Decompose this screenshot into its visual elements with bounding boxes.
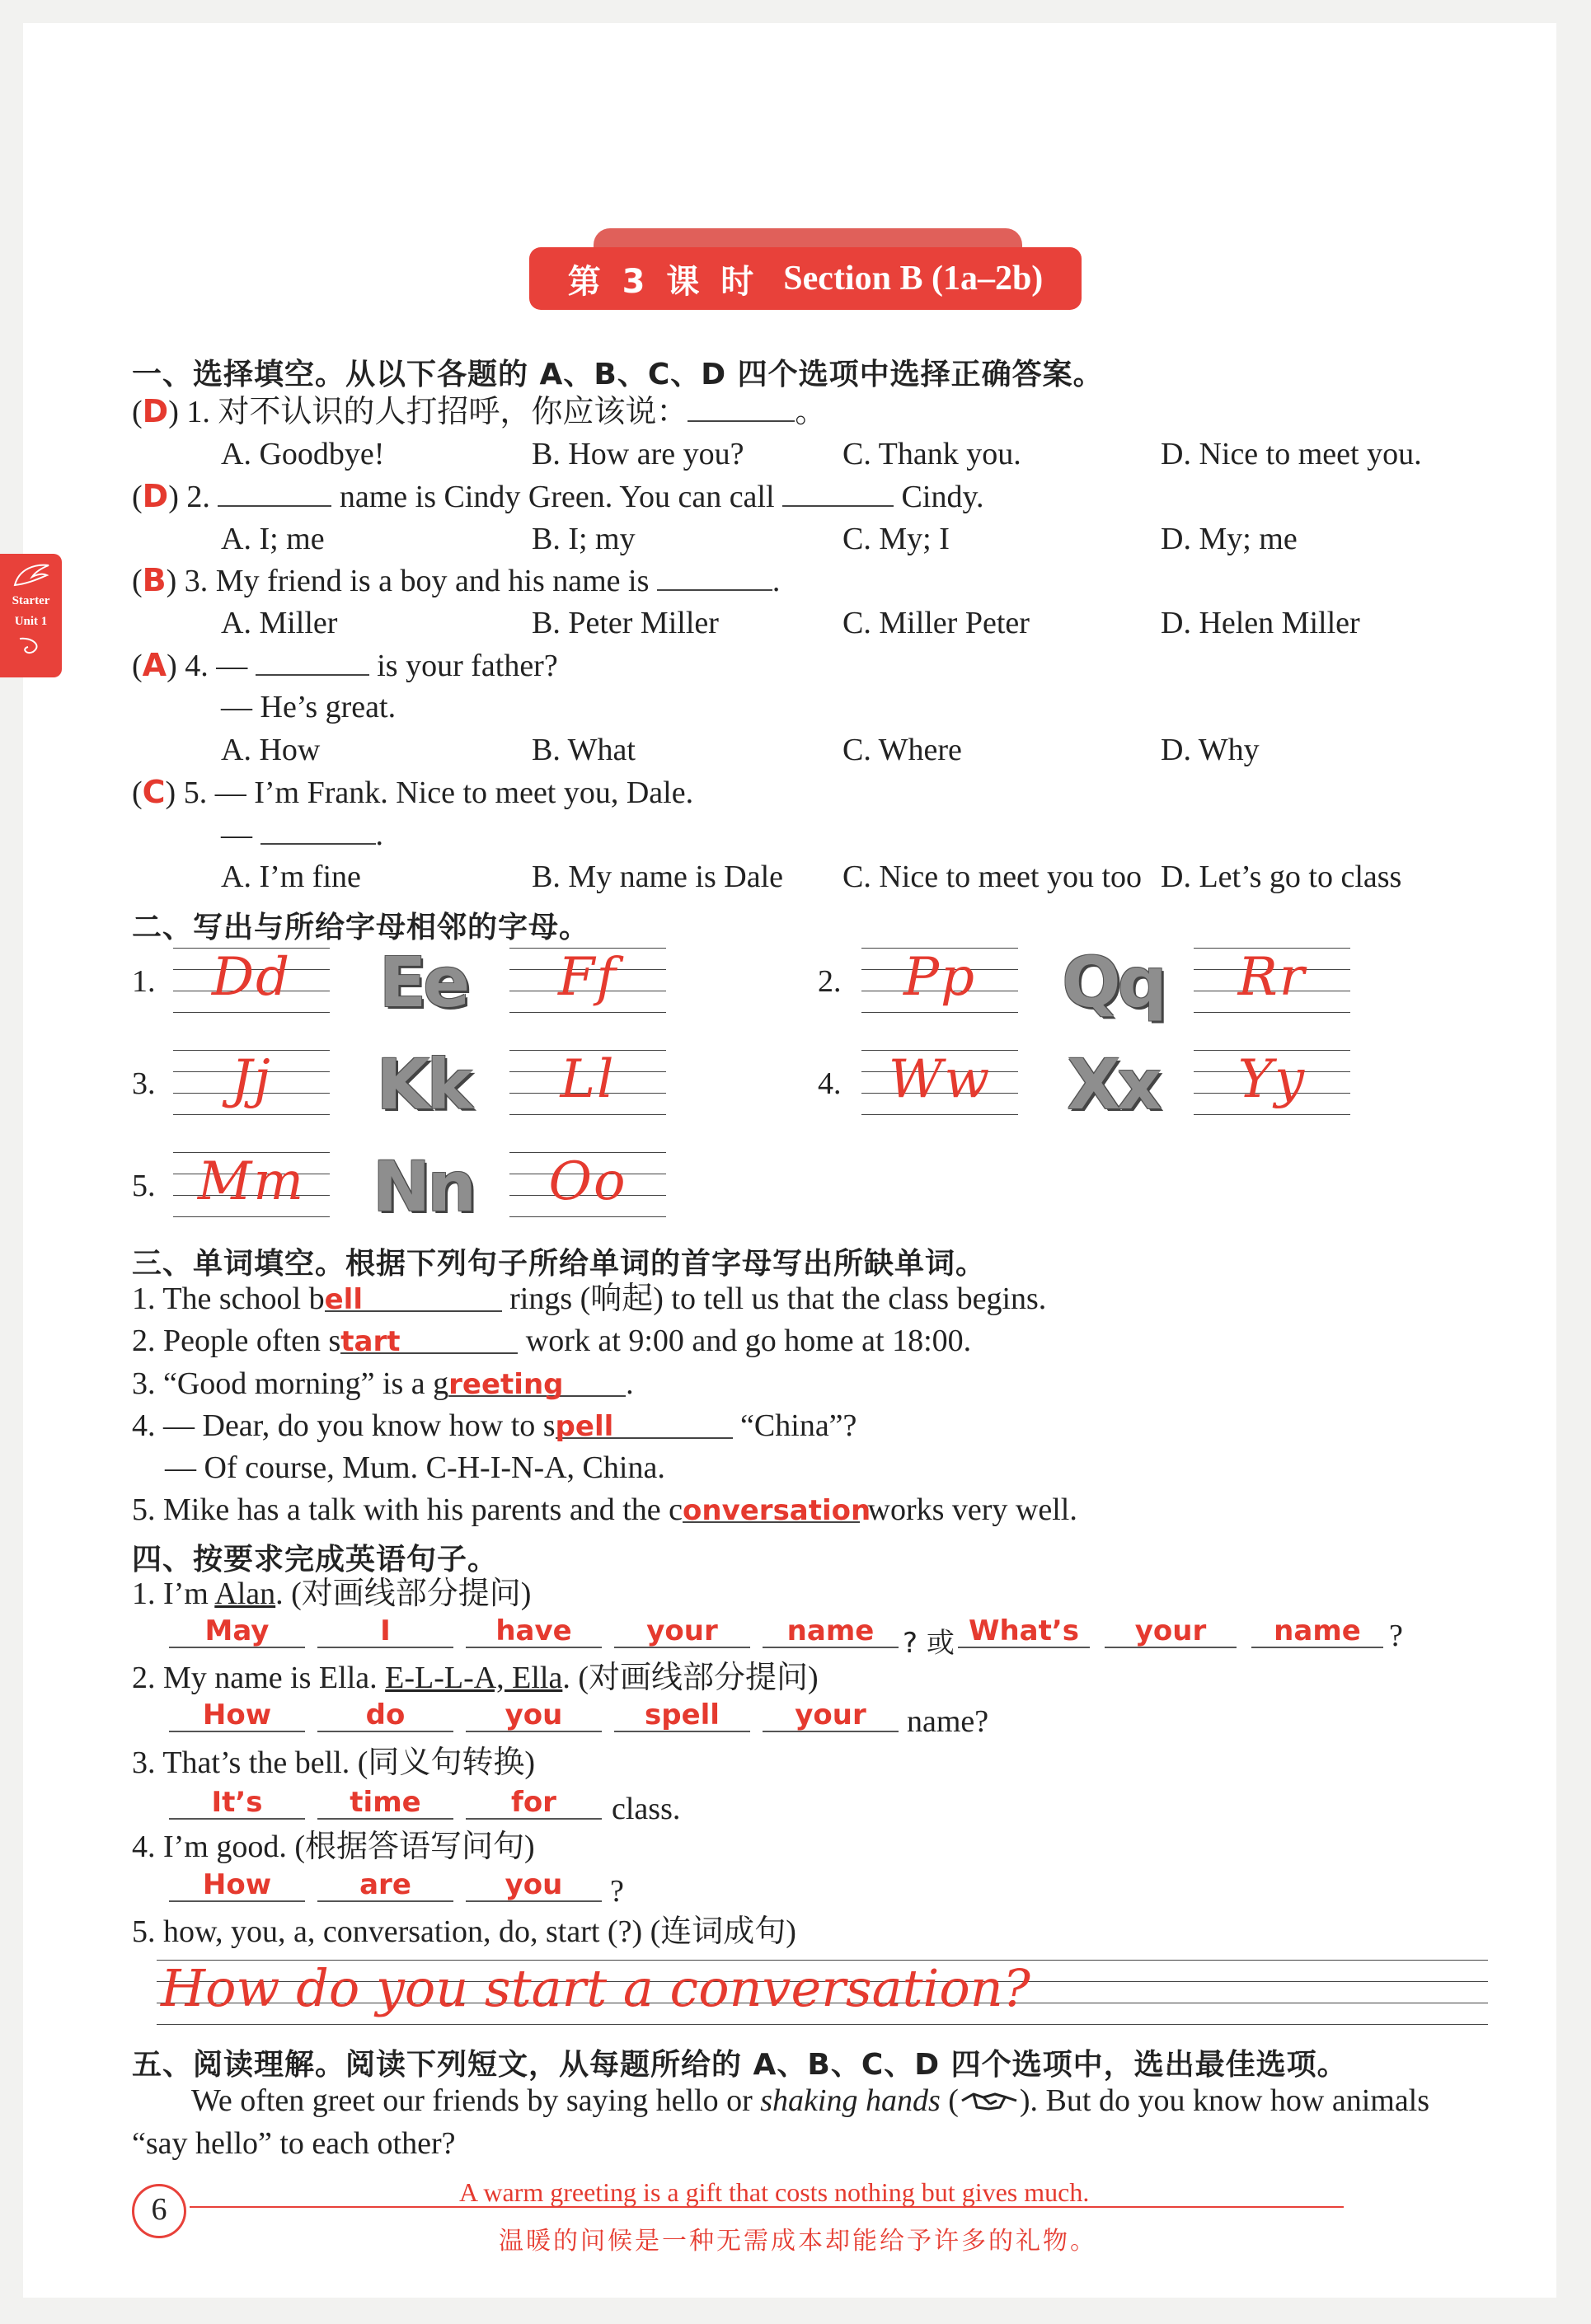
- dash: —: [221, 818, 252, 852]
- question-3-end: .: [772, 564, 781, 598]
- writing-lines: [509, 1050, 666, 1116]
- option-5c: C. Nice to meet you too: [842, 860, 1143, 894]
- question-mark: ?: [610, 1874, 624, 1909]
- question-5: (C) 5. — I’m Frank. Nice to meet you, Dale.: [132, 774, 694, 810]
- question-mark: ?: [1389, 1619, 1403, 1653]
- option-2b: B. I; my: [532, 522, 636, 556]
- prompt-text: 1. I’m: [132, 1577, 215, 1611]
- given-letter: Ee: [378, 942, 467, 1023]
- writing-lines: [1194, 948, 1350, 1014]
- question-4-stem: 4. —: [185, 649, 248, 683]
- sentence-writing-lines: [157, 1960, 1488, 2026]
- option-5a: A. I’m fine: [221, 860, 361, 894]
- question-4-reply: — He’s great.: [221, 690, 397, 724]
- writing-lines: [1194, 1050, 1350, 1116]
- given-letter: Kk: [376, 1044, 470, 1125]
- blank: [657, 565, 772, 591]
- blank: [782, 480, 894, 507]
- writing-lines: [509, 948, 666, 1014]
- answer-sentence: How do you start a conversation?: [161, 1958, 1030, 2018]
- answer-letter: Pp: [903, 947, 977, 1008]
- sidetab-line2: Unit 1: [14, 615, 48, 628]
- question-5-stem: 5. — I’m Frank. Nice to meet you, Dale.: [183, 775, 694, 810]
- writing-lines: [861, 1050, 1018, 1116]
- word-fill-1: [132, 1283, 1046, 1314]
- option-3a: A. Miller: [221, 606, 338, 640]
- answer-word: your: [1105, 1617, 1237, 1648]
- question-3-stem: 3. My friend is a boy and his name is: [184, 564, 650, 598]
- answer-letter: Oo: [548, 1151, 627, 1212]
- option-1a: A. Goodbye!: [221, 437, 385, 471]
- question-2-end: Cindy.: [901, 480, 984, 514]
- answer-word: name: [1251, 1617, 1383, 1648]
- sentence-end: name?: [907, 1704, 989, 1739]
- answer-word: do: [317, 1701, 453, 1732]
- wing-icon: [11, 560, 52, 590]
- given-letter: Nn: [372, 1146, 474, 1227]
- part5-title: 五、阅读理解。阅读下列短文，从每题所给的 A、B、C、D 四个选项中，选出最佳选项。: [132, 2048, 1348, 2082]
- sentence-start: 2. People often s: [132, 1324, 341, 1358]
- given-letter: Xx: [1067, 1044, 1159, 1125]
- blank: [256, 649, 369, 676]
- given-letter: Qq: [1062, 942, 1164, 1023]
- option-5d: D. Let’s go to class: [1161, 860, 1402, 894]
- answer-word: onversation: [683, 1494, 871, 1527]
- answer-word: your: [614, 1617, 750, 1648]
- sentence-end: class.: [612, 1792, 681, 1826]
- rewrite-2-prompt: [132, 1662, 819, 1694]
- question-2-stem: name is Cindy Green. You can call: [339, 480, 775, 514]
- answer-word: How: [169, 1701, 305, 1732]
- sentence-start: 5. Mike has a talk with his parents and the c: [132, 1492, 683, 1527]
- letter-item-num: 4.: [818, 1066, 842, 1101]
- answer-letter: Ww: [888, 1049, 992, 1110]
- answer-5: C: [142, 774, 166, 810]
- letter-item-num: 3.: [132, 1066, 156, 1101]
- prompt-instruction: . (对画线部分提问): [562, 1661, 819, 1695]
- text: We often greet our friends by saying hello or: [191, 2083, 761, 2118]
- underlined-part: E-L-L-A, Ella: [385, 1661, 563, 1695]
- unit-side-tab: [0, 554, 62, 677]
- reading-paragraph-line2: “say hello” to each other?: [132, 2126, 456, 2161]
- answer-word: pell: [556, 1413, 733, 1439]
- sentence-end: works very well.: [867, 1492, 1077, 1527]
- option-2c: C. My; I: [842, 522, 950, 556]
- prompt-instruction: . (对画线部分提问): [275, 1577, 532, 1611]
- option-3b: B. Peter Miller: [532, 606, 719, 640]
- answer-word: you: [466, 1871, 602, 1902]
- sentence-start: 4. — Dear, do you know how to s: [132, 1408, 556, 1443]
- answer-letter: Dd: [211, 947, 292, 1008]
- answer-letter: Yy: [1237, 1049, 1307, 1110]
- section-label: Section B (1a–2b): [783, 260, 1044, 298]
- letter-item-num: 2.: [818, 964, 842, 999]
- rewrite-1-prompt: [132, 1578, 531, 1609]
- option-4b: B. What: [532, 733, 636, 767]
- answer-word: time: [317, 1788, 453, 1820]
- answer-word: reeting: [448, 1371, 626, 1397]
- part2-title: 二、写出与所给字母相邻的字母。: [132, 911, 590, 944]
- option-5b: B. My name is Dale: [532, 860, 784, 894]
- question-3: (B) 3. My friend is a boy and his name is .: [132, 562, 781, 598]
- question-4-end: is your father?: [377, 649, 558, 683]
- question-4: (A) 4. — is your father?: [132, 647, 558, 683]
- option-4a: A. How: [221, 733, 321, 767]
- answer-word: How: [169, 1871, 305, 1902]
- answer-word: ell: [325, 1286, 502, 1312]
- footer-quote-en: A warm greeting is a gift that costs nothing but gives much.: [459, 2177, 1090, 2207]
- rewrite-4-prompt: 4. I’m good. (根据答语写问句): [132, 1830, 535, 1864]
- answer-letter: Ff: [557, 947, 618, 1008]
- italic-term: shaking hands: [760, 2083, 941, 2118]
- answer-word: tart: [340, 1328, 518, 1354]
- answer-2: D: [142, 478, 169, 514]
- answer-word: May: [169, 1617, 305, 1648]
- answer-word: you: [466, 1701, 602, 1732]
- blank: [260, 818, 376, 845]
- question-1-end: 。: [795, 395, 827, 429]
- question-2: (D) 2. name is Cindy Green. You can call Cindy.: [132, 478, 984, 514]
- question-2-num: 2.: [186, 480, 210, 514]
- writing-lines: [173, 1152, 330, 1218]
- option-1d: D. Nice to meet you.: [1161, 437, 1422, 471]
- sentence-end: “China”?: [740, 1408, 857, 1443]
- answer-letter: Ll: [560, 1049, 616, 1110]
- option-2a: A. I; me: [221, 522, 325, 556]
- part1-title: 一、选择填空。从以下各题的 A、B、C、D 四个选项中选择正确答案。: [132, 358, 1104, 391]
- answer-3: B: [142, 562, 167, 598]
- handshake-icon: [959, 2086, 1020, 2114]
- answer-word: your: [763, 1701, 899, 1732]
- option-4c: C. Where: [842, 733, 962, 767]
- rewrite-5-prompt: 5. how, you, a, conversation, do, start (?) (连词成句): [132, 1914, 796, 1949]
- part4-title: 四、按要求完成英语句子。: [132, 1543, 499, 1577]
- letter-item-num: 5.: [132, 1169, 156, 1203]
- answer-4: A: [142, 647, 167, 683]
- writing-lines: [173, 948, 330, 1014]
- swirl-icon: [15, 634, 48, 658]
- writing-lines: [861, 948, 1018, 1014]
- word-fill-4-reply: — Of course, Mum. C-H-I-N-A, China.: [165, 1450, 665, 1485]
- answer-word: name: [763, 1617, 899, 1648]
- lesson-label: 第 3 课 时: [567, 262, 759, 301]
- sentence-end: rings (响起) to tell us that the class begins.: [509, 1281, 1047, 1316]
- text: ). But do you know how animals: [1019, 2083, 1430, 2118]
- answer-1: D: [142, 393, 169, 429]
- option-3d: D. Helen Miller: [1161, 606, 1360, 640]
- lesson-banner: [529, 247, 1082, 310]
- sidetab-line1: Starter: [12, 594, 50, 607]
- underlined-part: Alan: [214, 1577, 276, 1611]
- word-fill-5: [132, 1494, 1077, 1525]
- answer-word: for: [466, 1788, 602, 1820]
- word-fill-4: [132, 1410, 857, 1441]
- answer-word: It’s: [169, 1788, 305, 1820]
- answer-word: What’s: [958, 1617, 1090, 1648]
- sentence-start: 3. “Good morning” is a g: [132, 1366, 449, 1401]
- answer-word: I: [317, 1617, 453, 1648]
- paren-open: (: [940, 2083, 959, 2118]
- option-2d: D. My; me: [1161, 522, 1298, 556]
- question-1: (D) 1. 对不认识的人打招呼，你应该说： 。: [132, 393, 827, 429]
- option-3c: C. Miller Peter: [842, 606, 1030, 640]
- letter-item-num: 1.: [132, 964, 156, 999]
- blank: [218, 480, 331, 507]
- sentence-start: 1. The school b: [132, 1281, 325, 1316]
- or-separator: ? 或: [903, 1627, 955, 1660]
- reading-paragraph-line1: [191, 2085, 1429, 2116]
- rewrite-3-prompt: 3. That’s the bell. (同义句转换): [132, 1745, 536, 1780]
- answer-letter: Rr: [1237, 947, 1307, 1008]
- answer-word: spell: [614, 1701, 750, 1732]
- part3-title: 三、单词填空。根据下列句子所给单词的首字母写出所缺单词。: [132, 1247, 987, 1281]
- option-1b: B. How are you?: [532, 437, 744, 471]
- answer-word: have: [466, 1617, 602, 1648]
- prompt-text: 2. My name is Ella.: [132, 1661, 386, 1695]
- question-1-stem: 1. 对不认识的人打招呼，你应该说：: [186, 395, 688, 429]
- answer-letter: Mm: [197, 1151, 306, 1212]
- blank: [688, 396, 795, 422]
- option-4d: D. Why: [1161, 733, 1260, 767]
- sentence-end: work at 9:00 and go home at 18:00.: [525, 1324, 972, 1358]
- answer-letter: Jj: [231, 1049, 272, 1110]
- writing-lines: [509, 1152, 666, 1218]
- sentence-end: .: [626, 1366, 634, 1401]
- word-fill-3: [132, 1368, 634, 1399]
- question-5-reply: [221, 818, 383, 850]
- answer-word: are: [317, 1871, 453, 1902]
- page-number: 6: [132, 2184, 186, 2238]
- period: .: [375, 818, 383, 852]
- writing-lines: [173, 1050, 330, 1116]
- word-fill-2: [132, 1325, 971, 1356]
- footer-quote-cn: 温暖的问候是一种无需成本却能给予许多的礼物。: [499, 2227, 1097, 2256]
- option-1c: C. Thank you.: [842, 437, 1021, 471]
